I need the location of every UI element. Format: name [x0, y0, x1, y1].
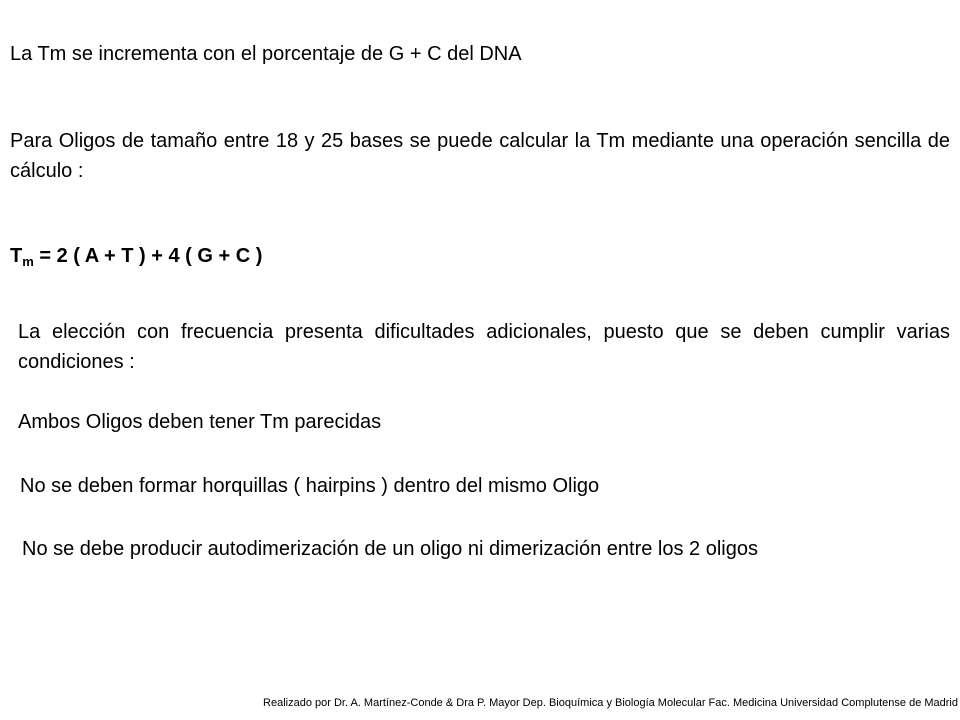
formula-expression: = 2 ( A + T ) + 4 ( G + C ) — [33, 245, 263, 267]
condition-item: Ambos Oligos deben tener Tm parecidas — [18, 411, 382, 433]
heading-tm-gc: La Tm se incrementa con el porcentaje de G + C del DNA — [10, 43, 522, 65]
formula-subscript: m — [22, 254, 34, 269]
tm-formula — [10, 244, 262, 268]
condition-item: No se debe producir autodimerización de un oligo ni dimerización entre los 2 oligos — [22, 538, 758, 560]
footer-credits: Realizado por Dr. A. Martínez-Conde & Dra P. Mayor Dep. Bioquímica y Biología Molecular Fac. Medicina Universidad Complutense de Madrid — [263, 697, 958, 709]
formula-t: T — [10, 245, 23, 267]
paragraph-conditions-intro: La elección con frecuencia presenta dificultades adicionales, puesto que se deben cumplir varias condiciones : — [18, 321, 950, 373]
paragraph-oligos-tm: Para Oligos de tamaño entre 18 y 25 bases se puede calcular la Tm mediante una operación sencilla de cálculo : — [10, 130, 950, 182]
condition-item: No se deben formar horquillas ( hairpins ) dentro del mismo Oligo — [20, 475, 600, 497]
